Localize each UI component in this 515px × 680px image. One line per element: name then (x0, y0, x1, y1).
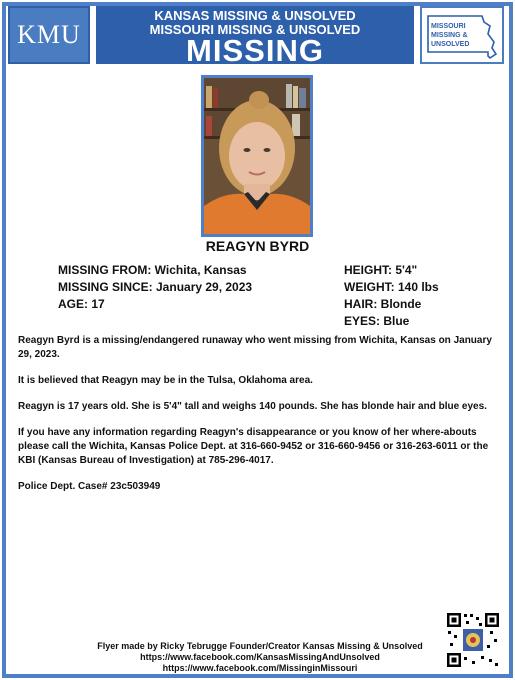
missouri-logo-line-1: MISSOURI (431, 23, 466, 30)
flyer-footer (80, 641, 440, 674)
details-right-column (344, 262, 439, 330)
banner-line-kansas: KANSAS MISSING & UNSOLVED (154, 8, 356, 23)
missing-since: MISSING SINCE: January 29, 2023 (58, 280, 253, 294)
age: AGE: 17 (58, 297, 105, 311)
height: HEIGHT: 5'4" (344, 263, 418, 277)
missouri-logo (420, 6, 504, 64)
person-name: REAGYN BYRD (205, 238, 310, 254)
banner-line-missouri: MISSOURI MISSING & UNSOLVED (149, 22, 361, 37)
description-body (18, 334, 498, 506)
description-paragraph-2: It is believed that Reagyn may be in the Tulsa, Oklahoma area. (18, 375, 313, 386)
hair: HAIR: Blonde (344, 297, 422, 311)
description-paragraph-3: Reagyn is 17 years old. She is 5'4" tall and weighs 140 pounds. She has blonde hair and blue eyes. (18, 401, 487, 412)
kmu-logo (8, 6, 90, 64)
banner-title: MISSING (186, 33, 324, 68)
flyer-header (4, 4, 505, 66)
footer-credit: Flyer made by Ricky Tebrugge Founder/Creator Kansas Missing & Unsolved (97, 641, 423, 651)
title-banner (96, 6, 414, 68)
missing-person-photo (201, 75, 313, 237)
weight: WEIGHT: 140 lbs (344, 280, 439, 294)
footer-link-missouri[interactable]: https://www.facebook.com/MissinginMissouri (162, 663, 358, 673)
case-number: Police Dept. Case# 23c503949 (18, 481, 161, 492)
missouri-logo-text (431, 22, 469, 49)
missouri-logo-line-2: MISSING & (431, 32, 468, 39)
missouri-logo-line-3: UNSOLVED (431, 41, 470, 48)
portrait-image (204, 78, 310, 234)
details-left-column (58, 262, 252, 313)
qr-code-icon (445, 611, 501, 669)
missing-from: MISSING FROM: Wichita, Kansas (58, 263, 247, 277)
footer-link-kansas[interactable]: https://www.facebook.com/KansasMissingAndUnsolved (140, 652, 380, 662)
contact-paragraph: If you have any information regarding Reagyn's disappearance or you know of her where-abouts please call the Wichita, Kansas Police Dept. at 316-660-9452 or 316-660-9456 or 316-263-6011 or the KBI (Kansas Bureau of Investigation) at 785-296-4017. (18, 427, 489, 466)
kmu-logo-text: KMU (17, 20, 81, 49)
eyes: EYES: Blue (344, 314, 410, 328)
description-paragraph-1: Reagyn Byrd is a missing/endangered runaway who went missing from Wichita, Kansas on January 29, 2023. (18, 335, 492, 360)
qr-code[interactable] (445, 611, 501, 669)
